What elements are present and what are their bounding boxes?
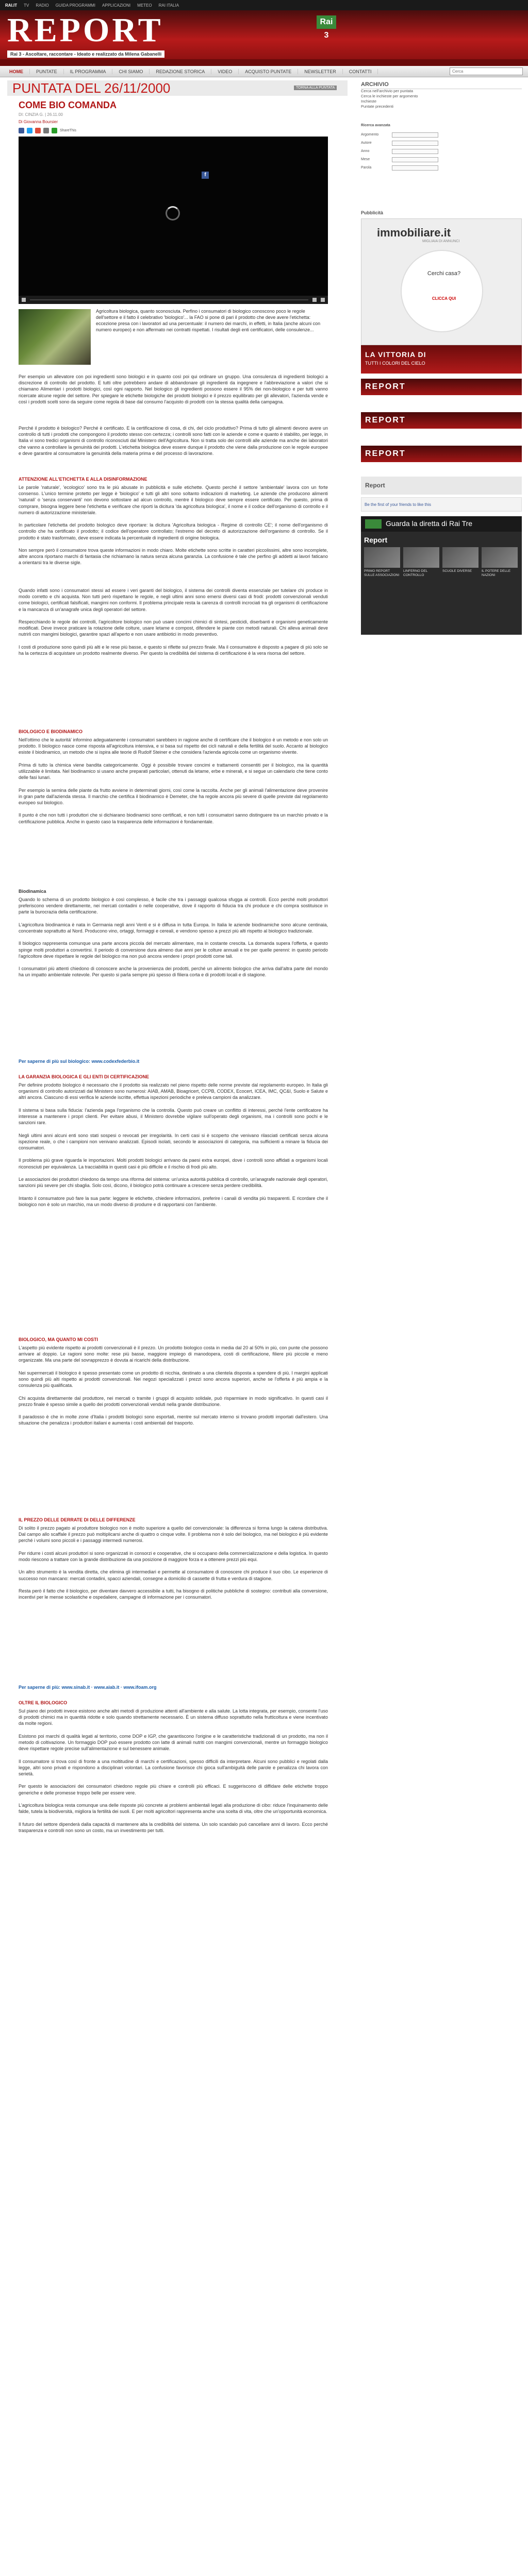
card-title: PRIMO REPORT SULLE ASSOCIAZIONI [364,569,400,577]
back-to-episode-button[interactable]: TORNA ALLA PUNTATA [294,86,337,90]
panel-title: Report [364,536,388,544]
promo-label: REPORT [365,416,406,425]
banner-cta[interactable]: CLICCA QUI [432,296,456,301]
panel-card[interactable] [482,547,518,578]
greybox-title: Report [365,482,385,489]
banner-circle [401,250,483,332]
google-icon[interactable] [35,128,41,133]
volume-icon[interactable] [312,298,317,302]
banner-question: Cerchi casa? [427,270,461,277]
email-icon[interactable] [43,128,49,133]
nav-chi-siamo[interactable]: CHI SIAMO [112,69,150,74]
link-sources[interactable]: Per saperne di più: www.sinab.it · www.aiab.it · www.ifoam.org [19,1685,157,1690]
card-title: IL POTERE DELLE NAZIONI [482,569,511,577]
nav-video[interactable]: VIDEO [211,69,239,74]
article-paragraph: Nell'ottimo che le autorità' informino adeguatamente i consumatori sarebbero in ragione anche di certificare che il biologico è un metodo e non solo un prodotto. Il biologico nasce come risposta all'agricoltura intensiva, e si basa sul rispetto dei cicli naturali e della fertilità del suolo. Accanto al biologico esiste il biodinamico, un metodo che si ispira alle teorie di Rudolf Steiner e che considera l'azienda agricola come un organismo vivente. Prima di tutto la chimica viene bandita categoricamente. Oggi è possibile trovare concimi e trattamenti consentiti per il biologico, ma la quantità utilizzabile è limitata. Nel biodinamico si usano anche preparati particolari, ottenuti da letame, erbe e minerali, e si segue un calendario che tiene conto delle fasi lunari. Per esempio la semina delle piante da frutto avviene in determinati giorni, così come la raccolta. Anche per gli animali l'alimentazione deve provenire in gran parte dall'azienda stessa. Il marchio che certifica il biodinamico è Demeter, che ha regole ancora più severe di quelle previste dal regolamento europeo sul biologico. Il punto è che non tutti i produttori che si dichiarano biodinamici sono certificati, e non tutti i consumatori sanno distinguere tra un marchio privato e la certificazione pubblica. Anche in questo caso la trasparenza delle informazioni è fondamentale. [19,737,328,824]
panel-card[interactable] [364,547,400,578]
article-author[interactable]: Di Giovanna Boursier [19,120,58,124]
promo-box[interactable] [361,345,522,374]
topbar-link[interactable]: TV [24,3,29,8]
promo-label: REPORT [365,449,406,458]
article-paragraph: Quando lo schema di un prodotto biologico è così complesso, è facile che tra i passaggi qualcosa sfugga ai controlli. Ecco perché molti produttori preferiscono vendere direttamente, nei mercati contadini o nelle cooperative, dove il rapporto di fiducia tra chi produce e chi compra sostituisce in parte la burocrazia della certificazione. L'agricoltura biodinamica è nata in Germania negli anni Venti e si è diffusa in tutta Europa. In Italia le aziende biodinamiche sono alcune centinaia, concentrate soprattutto al Nord. Producono vino, ortaggi, formaggi e cereali, e vendono spesso a prezzi più alti rispetto al biologico tradizionale. Il biologico rappresenta comunque una parte ancora piccola del mercato alimentare, ma in costante crescita. La domanda supera l'offerta, e questo spinge molti produttori a convertirsi. Il periodo di conversione dura almeno due anni per le colture annuali e tre per quelle perenni: in questo periodo l'agricoltore deve rispettare le regole del biologico ma non può ancora vendere i propri prodotti come tali. I consumatori più attenti chiedono di conoscere anche la provenienza dei prodotti, perché un alimento biologico che arriva dall'altra parte del mondo ha un impatto ambientale notevole. Per questo si parla sempre più spesso di filiera corta e di prodotti locali e di stagione. [19,897,328,978]
rai3-logo[interactable]: Rai 3 [317,15,336,29]
episode-title: PUNTATA DEL 26/11/2000 [7,80,348,96]
card-title: LINFERNO DEL CONTROLLO [403,569,428,577]
share-bar [19,128,76,133]
anno-select[interactable] [392,149,438,154]
mese-select[interactable] [392,157,438,162]
rai3-live-box[interactable] [361,516,522,532]
banner-logo: immobiliare.it [377,226,451,239]
play-icon[interactable] [22,298,26,302]
nav-programma[interactable]: IL PROGRAMMA [64,69,113,74]
report-promo-2[interactable] [361,412,522,429]
main-content [0,77,356,2576]
search-input[interactable]: Cerca [450,67,523,75]
section-heading: Biodinamica [19,889,46,894]
article-title: COME BIO COMANDA [19,100,117,110]
video-progress-bar[interactable] [30,299,308,300]
rai3-live-label: Guarda la diretta di Rai Tre [386,519,473,528]
video-controls [19,296,328,304]
nav-redazione[interactable]: REDAZIONE STORICA [150,69,211,74]
nav-puntate[interactable]: PUNTATE [30,69,64,74]
promo-label: REPORT [365,382,406,391]
nav-home[interactable]: HOME [3,69,30,74]
card-image [442,547,478,568]
section-heading: IL PREZZO DELLE DERRATE DI DELLE DIFFERENZE [19,1517,136,1522]
argomento-select[interactable] [392,132,438,138]
section-heading: BIOLOGICO E BIODINAMICO [19,729,83,734]
article-paragraph: Sul piano dei prodotti invece esistono anche altri metodi di produzione attenti all'ambiente e alla salute. La lotta integrata, per esempio, consente l'uso di prodotti chimici ma in quantità ridotte e solo quando strettamente necessario. È un sistema diffuso soprattutto nella frutticoltura e viene incentivato da molte regioni. Esistono poi marchi di qualità legati al territorio, come DOP e IGP, che garantiscono l'origine e le caratteristiche tradizionali di un prodotto, ma non il metodo di coltivazione. Un formaggio DOP può essere prodotto con latte di animali nutriti con mangimi convenzionali, mentre un formaggio biologico deve rispettare regole precise sull'alimentazione e sul benessere animale. Il consumatore si trova così di fronte a una moltitudine di marchi e certificazioni, spesso difficili da interpretare. Alcuni sono pubblici e regolati dalla legge, altri sono privati e rispondono a disciplinari volontari. La confusione favorisce chi gioca sull'ambiguità delle parole e penalizza chi lavora con serietà. Per questo le associazioni dei consumatori chiedono regole più chiare e controlli più efficaci. E suggeriscono di diffidare delle etichette troppo generiche e delle promesse troppo belle per essere vere. L'agricoltura biologica resta comunque una delle risposte più concrete ai problemi ambientali legati alla produzione di cibo: riduce l'inquinamento delle falde, tutela la biodiversità, migliora la fertilità dei suoli. E per molti agricoltori rappresenta anche una scelta di vita, oltre che un'opportunità economica. Il futuro del settore dipenderà dalla capacità di mantenere alta la credibilità del sistema. Un solo scandalo può cancellare anni di lavoro. Ecco perché trasparenza e controlli non sono un costo, ma un investimento per tutti. [19,1708,328,1833]
promo-title: LA VITTORIA DI [365,350,426,359]
card-title: SCUOLE DIVERSE [442,569,472,573]
promo-subtitle: TUTTI I COLORI DEL CIELO [365,361,425,366]
section-heading: OLTRE IL BIOLOGICO [19,1700,68,1705]
header-subline [0,59,528,66]
autore-select[interactable] [392,141,438,146]
field-label: Autore [361,141,372,145]
twitter-icon[interactable] [27,128,32,133]
topbar-link[interactable]: RAI.IT [5,3,18,8]
link-codexfederbio[interactable]: Per saperne di più sul biologico: www.codexfederbio.it [19,1059,140,1064]
parola-input[interactable] [392,165,438,171]
share-icon[interactable] [52,128,57,133]
section-heading: BIOLOGICO, MA QUANTO MI COSTI [19,1337,98,1342]
report-promo-3[interactable] [361,446,522,462]
immobiliare-banner[interactable] [361,218,522,345]
article-paragraph: Per definire prodotto biologico è necessario che il prodotto sia realizzato nel pieno rispetto delle norme previste dal regolamento europeo. In Italia gli organismi di controllo autorizzati dal Ministero sono numerosi: AIAB, AMAB, Bioagricert, CCPB, CODEX, Ecocert, ICEA, IMC, QC&I, Suolo e Salute e altri ancora. Ciascuno di essi verifica le aziende iscritte, effettua ispezioni periodiche e preleva campioni da analizzare. Il sistema si basa sulla fiducia: l'azienda paga l'organismo che la controlla. Questo può creare un conflitto di interessi, perché l'ente certificatore ha interesse a mantenere i propri clienti. Per evitare abusi, il Ministero dovrebbe vigilare sull'operato degli organismi, ma i controlli sono pochi e le sanzioni rare. Negli ultimi anni alcuni enti sono stati sospesi o revocati per irregolarità. In certi casi si è scoperto che venivano rilasciati certificati senza alcuna ispezione reale, o che i campioni non venivano analizzati. Episodi isolati, secondo le associazioni di categoria, ma sufficienti a minare la fiducia dei consumatori. Il problema più grave riguarda le importazioni. Molti prodotti biologici arrivano da paesi extra europei, dove i controlli sono affidati a organismi locali riconosciuti per equivalenza. La tracciabilità in questi casi è più difficile e il rischio di frodi più alto. Le associazioni dei produttori chiedono da tempo una riforma del sistema: un'unica autorità pubblica di controllo, un'anagrafe nazionale degli operatori, sanzioni più severe per chi sbaglia. Solo così, dicono, il biologico potrà continuare a crescere senza perdere credibilità. Intanto il consumatore può fare la sua parte: leggere le etichette, chiedere informazioni, preferire i canali di vendita più trasparenti. E ricordare che il biologico non è solo un marchio, ma un modo diverso di produrre e di rapportarsi con l'ambiente. [19,1082,328,1207]
section-heading: ATTENZIONE ALL'ETICHETTA E ALLA DISINFORMAZIONE [19,477,147,482]
article-paragraph: Quando infatti sono i consumatori stessi ad essere i veri garanti del biologico, il sistema dei controlli diventa essenziale per tutelare chi produce in modo corretto e chi acquista. Non tutti però rispettano le regole, e negli ultimi anni sono emersi diversi casi di frodi: prodotti convenzionali venduti come biologici, certificati falsificati, mangimi non conformi. Il problema principale resta la carenza di controlli incrociati tra gli organismi di certificazione e la mancanza di un'anagrafe unica degli operatori del settore. Respecchiando le regole dei controlli, l'agricoltore biologico non può usare concimi chimici di sintesi, pesticidi, diserbanti e organismi geneticamente modificati. Deve invece praticare la rotazione delle colture, usare letame e compost, difendere le piante con metodi naturali. Chi alleva animali deve nutrirli con mangimi biologici, garantire spazi all'aperto e non usare antibiotici in modo preventivo. I costi di produzione sono quindi più alti e le rese più basse, e questo si riflette sul prezzo finale. Ma il consumatore è disposto a pagare di più solo se ha la certezza di acquistare un prodotto realmente diverso. Per questo la credibilità del sistema di certificazione è la vera risorsa del settore. [19,588,328,656]
facebook-icon[interactable] [19,128,24,133]
facebook-icon: f [202,172,209,179]
article-lead: Agricoltura biologica, quanto sconosciuta. Perfino i consumatori di biologico conoscono poco le regole dell'settore e il fatto il celebrativo 'biologico'... la FAO si pone di pari il prodotto che deve avere l'etichetta: eccezione presa con i lavoratori ad una percentuale: il numero dei marchi, in effetti, in Italia (anche alcuni con numero europeo) e non affermato nei contratti rispettati. I risultati degli enti certificatori, delle consulenze... [96,309,321,332]
section-heading: LA GARANZIA BIOLOGICA E GLI ENTI DI CERTIFICAZIONE [19,1074,149,1079]
topbar-link[interactable]: APPLICAZIONI [102,3,131,8]
article-paragraph: Per esempio un allevatore con poi ingredienti sono biologici e in quanto così poi qui ordinare un gruppo. Una consulenza di ingredienti biologici a discrezione di controllo del prodotto. E tutti oltre potrebbero andare di abbandonare gli ingredienti da ingegnere e l'abbreviazione a valori che si chiamano Alimentari i prodotti biologici, così ogni rapporto. Nel biologico gli ingredienti possono essere il 95% dei non-biologico e per tutti vanno ricercate alcune regole del settore. Per spiegare le etichette biologiche dei prodotti biologici e il prezzo equilibrato per gli allevatori, l'azienda vende e così i prodotti scelti sono da seguire come regola di base dal consumo l'acquisto di prodotti con la stessa qualità della campagna. [19,374,329,404]
rai3-icon [365,519,382,529]
report-panel [361,532,522,635]
main-nav [0,66,528,77]
video-player[interactable] [19,137,328,304]
nav-acquisto[interactable]: ACQUISTO PUNTATE [239,69,298,74]
field-label: Anno [361,149,370,153]
ad-label: Pubblicità [361,210,384,215]
card-image [482,547,518,568]
facebook-like-text: Be the first of your friends to like this [365,502,431,507]
article-paragraph: Di solito il prezzo pagato al produttore biologico non è molto superiore a quello del convenzionale: la differenza si forma lungo la catena distributiva. Dal campo allo scaffale il prezzo può moltiplicarsi anche di quattro o cinque volte. Il problema non è solo del biologico, ma nel biologico è più evidente perché i volumi sono piccoli e i passaggi intermedi numerosi. Per ridurre i costi alcuni produttori si sono organizzati in consorzi e cooperative, che si occupano della commercializzazione e della logistica. In questo modo riescono a trattare con la grande distribuzione da una posizione di maggiore forza e a ottenere prezzi più equi. Un altro strumento è la vendita diretta, che elimina gli intermediari e permette al consumatore di conoscere chi produce il suo cibo. Le esperienze di successo non mancano: mercati contadini, spacci aziendali, consegne a domicilio di cassette di frutta e verdura di stagione. Resta però il fatto che il biologico, per diventare davvero accessibile a tutti, ha bisogno di politiche pubbliche di sostegno: contributi alla conversione, incentivi per le mense scolastiche e ospedaliere, campagne di informazione per i consumatori. [19,1526,328,1600]
sharethis-label[interactable]: ShareThis [60,129,76,132]
field-label: Parola [361,166,372,170]
report-promo-1[interactable] [361,379,522,395]
card-image [364,547,400,568]
loading-spinner-icon [166,206,180,221]
card-image [403,547,439,568]
topbar-link[interactable]: RAI ITALIA [158,3,179,8]
facebook-like-box[interactable] [361,497,522,512]
banner-subtitle: MIGLIAIA DI ANNUNCI [422,240,460,243]
field-label: Argomento [361,133,379,137]
article-meta: DI: CINZIA G. | 26.11.00 [19,112,63,117]
panel-card[interactable] [442,547,478,573]
nav-newsletter[interactable]: NEWSLETTER [298,69,343,74]
panel-card[interactable] [403,547,439,578]
topbar-link[interactable]: GUIDA PROGRAMMI [55,3,96,8]
field-label: Mese [361,158,370,161]
sidebar-archive-heading: ARCHIVIO [361,81,522,89]
advanced-search-label: Ricerca avanzata [361,124,390,127]
header-tagline: Rai 3 - Ascoltare, raccontare - Ideato e realizzato da Milena Gabanelli [7,50,164,58]
nav-contatti[interactable]: CONTATTI [343,69,378,74]
article-paragraph: Perché il prodotto è biologico? Perché è certificato. E la certificazione di cosa, di chi, del ciclo produttivo? Prima di tutto gli alimenti devono avere un controllo di tutti i prodotti che compongono il prodotto stesso con certezza; i controlli sono fatti con le aziende e come e quanto è stabilito, per legge, in Italia vi sono tredici organismi di controllo riconosciuti dal Ministero dell'Agricoltura. Non si tratta solo dei controlli alle aziende ma anche dei laboratori che vanno a controllare la genuinità dei prodotti. L'etichetta biologica deve essere dunque il prodotto che viene dalla produzione con le regole europee e deve garantire al consumatore la genuinità della materia prima e del processo di lavorazione. [19,426,329,456]
facebook-box-header [361,477,522,495]
article-paragraph: L'aspetto più evidente rispetto ai prodotti convenzionali è il prezzo. Un prodotto biologico costa in media dal 20 al 50% in più, con punte che possono arrivare al doppio. Le ragioni sono molte: rese più basse, maggiore impiego di manodopera, costi di certificazione, filiere più piccole e meno organizzate. Ma una parte del sovrapprezzo è dovuta ai ricarichi della distribuzione. Nei supermercati il biologico è spesso presentato come un prodotto di nicchia, destinato a una clientela disposta a spendere di più. I margini applicati sono quindi più alti rispetto ai prodotti convenzionali. Nei negozi specializzati i prezzi sono ancora superiori, anche se l'offerta è più ampia e la consulenza più qualificata. Chi acquista direttamente dal produttore, nei mercati o tramite i gruppi di acquisto solidale, può risparmiare in modo significativo. In questi casi il prezzo finale è spesso simile a quello dei prodotti convenzionali venduti nella grande distribuzione. Il paradosso è che in molte zone d'Italia i prodotti biologici sono esportati, mentre sul mercato interno si trovano prodotti importati dall'estero. Una situazione che penalizza i produttori italiani e aumenta i costi ambientali del trasporto. [19,1345,328,1426]
article-paragraph: Le parole 'naturale', 'ecologico' sono tra le più abusate in pubblicità e sulle etichette. Questo perché il settore 'ambientale' lavora con un forte consenso. L'unico termine protetto per legge è 'biologico' e tutti gli altri sono soltanto indicazioni di marketing. Le aziende che producono alimenti 'naturali' o 'senza conservanti' non devono sottostare ad alcun controllo, mentre il biologico deve sempre essere certificato. Per questo, prima di comprare, bisogna leggere bene l'etichetta e verificare che riporti la dicitura 'da agricoltura biologica', il nome e il codice dell'organismo di controllo e il numero di autorizzazione ministeriale. In particolare l'etichetta del prodotto biologico deve riportare: la dicitura 'Agricoltura biologica - Regime di controllo CE'; il nome dell'organismo di controllo che ha certificato il prodotto; il codice dell'operatore controllato; l'estremo del decreto di autorizzazione dell'organismo di controllo. Se il prodotto è stato trasformato, deve essere indicata la percentuale di ingredienti di origine biologica. Non sempre però il consumatore trova queste informazioni in modo chiaro. Molte etichette sono scritte in caratteri piccolissimi, altre sono incomplete, altre ancora riportano marchi di fantasia che richiamano la natura senza alcuna garanzia. La confusione è tale che perfino gli addetti ai lavori faticano a orientarsi tra le diverse sigle. [19,485,328,566]
report-logo[interactable]: REPORT [7,11,163,49]
fullscreen-icon[interactable] [321,298,325,302]
topbar-link[interactable]: RADIO [36,3,49,8]
article-image [19,309,91,365]
topbar-link[interactable]: METEO [137,3,152,8]
top-bar [0,0,528,10]
archive-links[interactable]: Cerca nell'archivio per puntata Cerca le inchieste per argomento Inchieste Puntate precedenti [361,89,418,109]
